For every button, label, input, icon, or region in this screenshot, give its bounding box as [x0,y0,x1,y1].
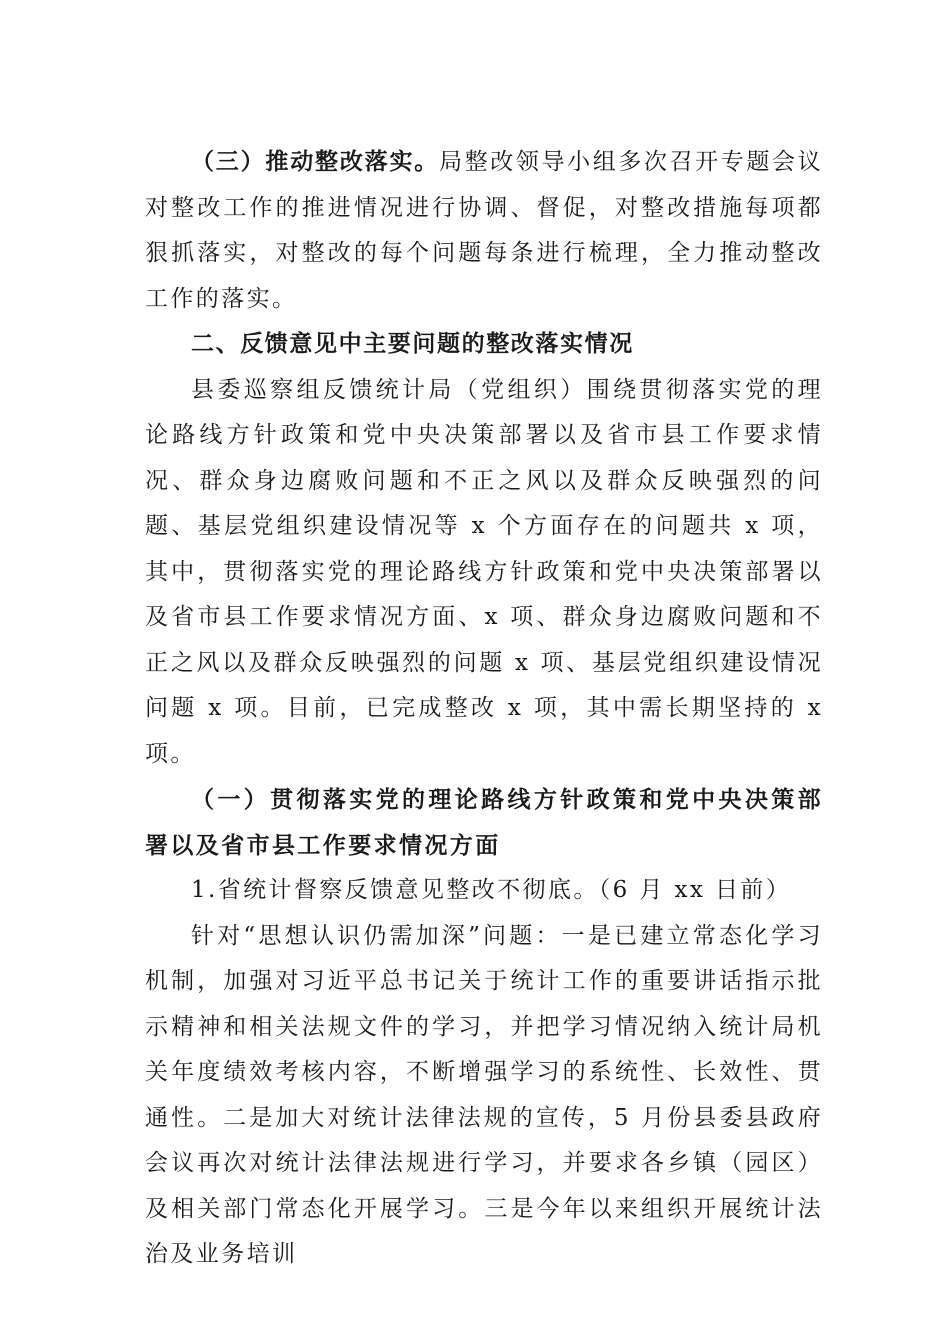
paragraph-text: 局整改领导小组多次召开专题会议对整改工作的推进情况进行协调、督促，对整改措施每项都狠抓落实，对整改的每个问题每条进行梳理，全力推动整改工作的落实。 [145,149,824,312]
paragraph-lead-heading: （三）推动整改落实。 [191,149,440,175]
list-item-heading: 1.省统计督察反馈意见整改不彻底。（6 月 xx 日前） [191,877,792,903]
document-body [145,140,823,1278]
paragraph-measures: 针对“思想认识仍需加深”问题：一是已建立常态化学习机制，加强对习近平总书记关于统计工作的重要讲话指示批示精神和相关法规文件的学习，并把学习情况纳入统计局机关年度绩效考核内容，不断增强学习的系统性、长效性、贯通性。二是加大对统计法律法规的宣传，5 月份县委县政府会议再次对统计法律法规进行学习，并要求各乡镇（园区）及相关部门常态化开展学习。三是今年以来组织开展统计法治及业务培训 [145,922,823,1267]
paragraph-rectification [145,140,823,322]
section-heading: 二、反馈意见中主要问题的整改落实情况 [191,331,634,357]
paragraph-feedback-summary: 县委巡察组反馈统计局（党组织）围绕贯彻落实党的理论路线方针政策和党中央决策部署以及省市县工作要求情况、群众身边腐败问题和不正之风以及群众反映强烈的问题、基层党组织建设情况等 x 个方面存在的问题共 x 项，其中，贯彻落实党的理论路线方针政策和党中央决策部署以及省市县工作要求情况方面、x 项、群众身边腐败问题和不正之风以及群众反映强烈的问题 x 项、基层党组织建设情况问题 x 项。目前，已完成整改 x 项，其中需长期坚持的 x 项。 [145,376,823,767]
subsection-heading: （一）贯彻落实党的理论路线方针政策和党中央决策部署以及省市县工作要求情况方面 [145,786,823,859]
